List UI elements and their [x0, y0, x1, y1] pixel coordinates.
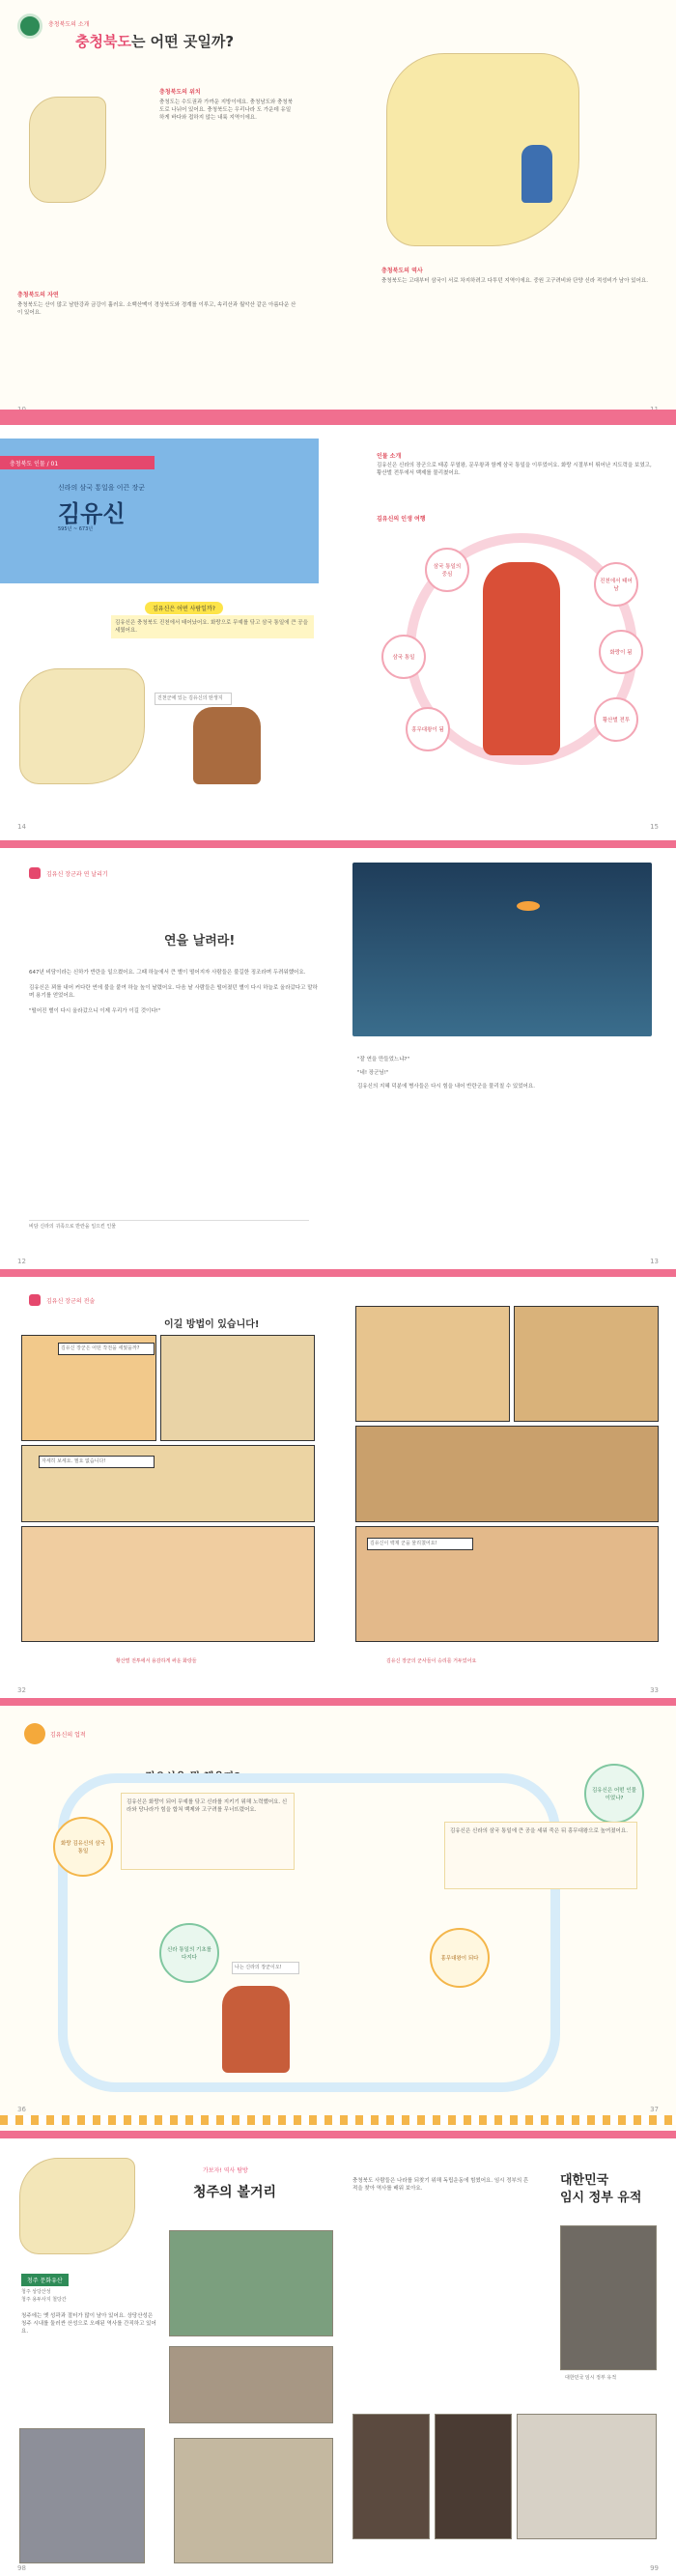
right-title-line-1: 대한민국 — [560, 2173, 609, 2188]
birthplace-bubble: 진천군에 있는 김유신의 탄생지 — [155, 693, 232, 705]
life-item-5: 삼국 통일 — [381, 635, 426, 679]
character-illustration — [521, 145, 552, 203]
comic-panel-4 — [21, 1526, 315, 1642]
decorative-border — [0, 2115, 676, 2125]
spread-5 — [0, 1698, 676, 2131]
region-badge-icon — [17, 14, 42, 39]
speech-bubble: 자세히 보세요. 필요 없습니다! — [39, 1456, 155, 1468]
paragraph: "네! 장군님!" — [357, 1070, 389, 1076]
paragraph: "잘 연을 만들었느냐?" — [357, 1057, 409, 1062]
life-item-1: 삼국 통일의 중심 — [425, 548, 469, 592]
life-item-4: 황산벌 전투 — [594, 697, 638, 742]
page-number-right: 99 — [650, 2564, 659, 2572]
place-item: 청주 용두사지 철당간 — [21, 2297, 67, 2303]
general-illustration — [483, 562, 560, 755]
speech-bubble: 나는 신라의 장군이오! — [232, 1962, 299, 1974]
life-label: 김유신의 인생 여행 — [377, 516, 426, 523]
profile-text: 김유신은 신라의 장군으로 태종 무열왕, 문무왕과 함께 삼국 통일을 이루었어요. 화랑 시절부터 뛰어난 지도력을 보였고, 황산벌 전투에서 백제를 물리쳤어요. — [377, 463, 652, 476]
right-text: 충청북도 사람들은 나라를 되찾기 위해 독립운동에 힘썼어요. 임시 정부의 흔적을 찾아 역사를 배워 보아요. — [352, 2178, 529, 2192]
comic-panel-5 — [355, 1306, 510, 1422]
person-name: 김유신 — [58, 500, 126, 527]
nature-label: 충청북도의 자연 — [17, 292, 59, 298]
comic-title: 이길 방법이 있습니다! — [164, 1319, 260, 1330]
story-body-left — [29, 969, 319, 1015]
page-number-left: 32 — [17, 1686, 26, 1694]
page-number-right: 37 — [650, 2106, 659, 2113]
life-item-6: 흥무대왕이 됨 — [406, 707, 450, 751]
text-box-1: 김유신은 화랑이 되어 무예를 닦고 신라를 지키기 위해 노력했어요. 신라와 당나라가 힘을 합쳐 백제와 고구려를 무너뜨렸어요. — [121, 1793, 295, 1870]
spread-3 — [0, 840, 676, 1269]
page-title — [75, 31, 234, 51]
location-text: 충청도는 수도권과 가까운 지방이에요. 충청남도와 충청북도로 나뉘어 있어요. 충청북도는 우리나라 도 가운데 유일하게 바다와 접하지 않는 내륙 지역이에요. — [159, 99, 294, 121]
history-text: 충청북도는 고대부터 삼국이 서로 차지하려고 다투던 지역이에요. 중원 고구려비와 단양 신라 적성비가 남아 있어요. — [381, 278, 648, 284]
history-label: 충청북도의 역사 — [381, 268, 423, 274]
book-icon — [29, 867, 41, 879]
story-title: 연을 날려라! — [164, 934, 236, 948]
page-number-left: 12 — [17, 1258, 26, 1265]
title-rest: 는 어떤 곳일까? — [130, 33, 235, 50]
section-title: 김유신은 뭘 했을까? — [145, 1770, 241, 1783]
footnote: 비담 신라의 귀족으로 반란을 일으킨 인물 — [29, 1220, 309, 1231]
spread-2 — [0, 417, 676, 835]
question-circle-1: 화랑 김유신의 삼국 통일 — [53, 1817, 113, 1877]
fortress-photo — [169, 2230, 333, 2336]
paragraph: 김유신은 꾀를 내어 커다란 연에 불을 붙여 하늘 높이 날렸어요. 다음 날 사람들은 떨어졌던 별이 다시 하늘로 올라갔다고 말하며 용기를 얻었어요. — [29, 985, 318, 999]
badge-icon — [24, 1723, 45, 1744]
interior-photo-2 — [435, 2414, 512, 2539]
interior-photo-3 — [517, 2414, 657, 2539]
site-photo — [174, 2438, 333, 2563]
life-item-2: 진천에서 태어남 — [594, 562, 638, 607]
section-badge: 김유신 장군의 전술 — [46, 1298, 96, 1305]
section-badge: 김유신 장군과 연 날리기 — [46, 871, 108, 878]
page-number-left: 98 — [17, 2564, 26, 2572]
question-circle-2: 신라 통일의 기초를 다지다 — [159, 1923, 219, 1983]
speech-bubble: 김유신 장군은 어떤 작전을 세웠을까? — [58, 1343, 155, 1355]
years: 595년 ~ 673년 — [58, 526, 94, 532]
book-icon — [29, 1294, 41, 1306]
place-label: 청주 문화유산 — [21, 2274, 69, 2286]
comic-panel-2 — [160, 1335, 315, 1441]
section-title: 청주의 볼거리 — [193, 2185, 277, 2200]
section-badge: 김유신의 업적 — [50, 1732, 86, 1739]
page-number-left: 36 — [17, 2106, 26, 2113]
question-circle-3: 김유신은 어떤 인물이었나? — [584, 1764, 644, 1824]
subtitle: 신라의 삼국 통일을 이끈 장군 — [58, 484, 146, 492]
photo-caption: 대한민국 임시 정부 유적 — [565, 2375, 617, 2381]
cheongju-map — [19, 2158, 135, 2254]
chapter-header: 충청북도 인물 / 01 — [0, 456, 155, 469]
jincheon-map — [19, 668, 145, 784]
page-number-right: 13 — [650, 1258, 659, 1265]
archer-illustration — [222, 1986, 290, 2073]
profile-label: 인물 소개 — [377, 453, 402, 460]
text-box-2: 김유신은 신라의 삼국 통일에 큰 공을 세워 죽은 뒤 흥무대왕으로 높여졌어요. — [444, 1822, 637, 1889]
caption-right: 김유신 장군의 군사들이 승리를 거두었어요 — [386, 1658, 477, 1664]
spread-4 — [0, 1269, 676, 1698]
fire-kite-icon — [517, 901, 540, 911]
speech-bubble: 김유신이 백제 군을 물리쳤어요! — [367, 1538, 473, 1550]
nature-text: 충청북도는 산이 많고 남한강과 금강이 흘러요. 소백산맥이 경상북도와 경계를 이루고, 속리산과 월악산 같은 아름다운 산이 있어요. — [17, 302, 296, 316]
spread-1 — [0, 0, 676, 417]
intro-text: 김유신은 충청북도 진천에서 태어났어요. 화랑으로 무예를 닦고 삼국 통일에 큰 공을 세웠어요. — [111, 615, 314, 638]
title-bold: 충청북도 — [75, 33, 131, 50]
interior-photo-1 — [352, 2414, 430, 2539]
question-circle-4: 흥무대왕이 되다 — [430, 1928, 490, 1988]
left-text: 청주에는 옛 성곽과 절터가 많이 남아 있어요. 상당산성은 청주 시내를 둘러싼 산성으로 오래된 역사를 간직하고 있어요. — [21, 2313, 156, 2335]
paragraph: 647년 비담이라는 신하가 반란을 일으켰어요. 그때 하늘에서 큰 별이 떨어지자 사람들은 불길한 징조라며 두려워했어요. — [29, 970, 306, 976]
comic-panel-6 — [514, 1306, 659, 1422]
korea-map — [29, 97, 106, 203]
paragraph: 김유신의 지혜 덕분에 병사들은 다시 힘을 내어 반란군을 물리칠 수 있었어요. — [357, 1084, 535, 1090]
page-number-right: 33 — [650, 1686, 659, 1694]
story-body-right — [357, 1056, 647, 1090]
place-item: 청주 상당산성 — [21, 2289, 51, 2295]
building-photo — [19, 2428, 145, 2563]
horse-rider-illustration — [193, 707, 261, 784]
pink-stripe — [0, 410, 676, 417]
page-number-left: 14 — [17, 823, 26, 831]
paragraph: "떨어진 별이 다시 올라갔으니 이제 우리가 이길 것이다!" — [29, 1008, 161, 1014]
section-badge: 가보자! 역사 탐방 — [203, 2167, 248, 2174]
night-battle-illustration — [352, 863, 652, 1036]
caption-left: 황산벌 전투에서 용감하게 싸운 화랑들 — [116, 1658, 197, 1664]
quote-tag: 김유신은 어떤 사람일까? — [145, 596, 223, 614]
temple-photo — [169, 2346, 333, 2423]
life-item-3: 화랑이 됨 — [599, 630, 643, 674]
location-label: 충청북도의 위치 — [159, 89, 201, 96]
gate-photo — [560, 2225, 657, 2370]
section-badge: 충청북도의 소개 — [48, 21, 90, 28]
right-title-line-2: 임시 정부 유적 — [560, 2191, 642, 2205]
page-number-right: 15 — [650, 823, 659, 831]
right-title — [560, 2172, 641, 2207]
pink-stripe — [0, 417, 676, 425]
comic-panel-7 — [355, 1426, 659, 1522]
spread-6 — [0, 2131, 676, 2576]
